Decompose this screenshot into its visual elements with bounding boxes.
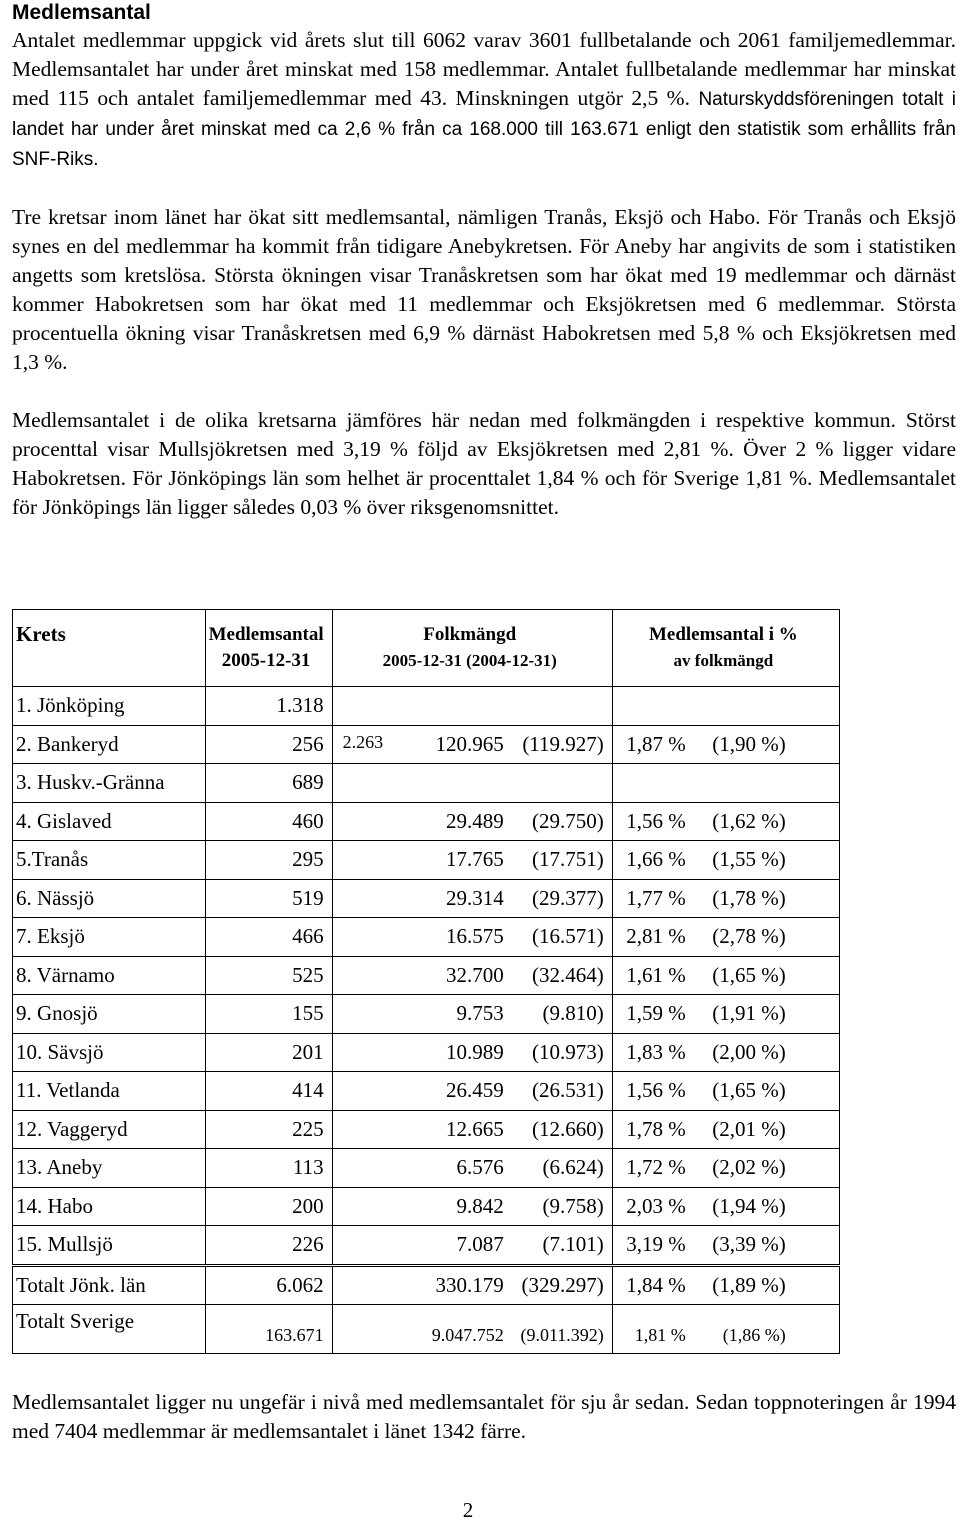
cell-pct — [612, 725, 839, 764]
pct-value: 1,56 % — [626, 808, 686, 833]
medlem-value: 519 — [292, 885, 324, 910]
pct-prev-value: (3,39 %) — [712, 1232, 786, 1257]
folk-prev-value: (16.571) — [532, 924, 604, 949]
medlem-value: 1.318 — [276, 693, 324, 718]
cell-folk — [332, 956, 612, 995]
pct-prev-value: (1,62 %) — [712, 808, 786, 833]
pct-value: 3,19 % — [626, 1232, 686, 1257]
cell-pct — [612, 1187, 839, 1226]
pct-value: 1,72 % — [626, 1155, 686, 1180]
folk-prev-value: (9.758) — [542, 1193, 604, 1218]
folk-value: 26.459 — [446, 1078, 504, 1103]
medlem-value: 295 — [292, 847, 324, 872]
cell-krets — [13, 725, 206, 764]
pct-value: 1,77 % — [626, 885, 686, 910]
table-row — [13, 995, 840, 1034]
folk-prev-value: (32.464) — [532, 962, 604, 987]
folk-value: 17.765 — [446, 847, 504, 872]
page-number: 2 — [462, 1498, 474, 1522]
cell-medlem — [205, 995, 332, 1034]
pct-prev-value: (2,01 %) — [712, 1116, 786, 1141]
total-folk: 330.179 — [435, 1272, 504, 1297]
cell-folk — [332, 995, 612, 1034]
medlem-value: 200 — [292, 1193, 324, 1218]
cell-pct — [612, 918, 839, 957]
cell-krets — [13, 956, 206, 995]
total-pct: 1,84 % — [626, 1272, 686, 1297]
header-krets-label: Krets — [16, 622, 66, 646]
cell-medlem — [205, 1072, 332, 1111]
total-medlem: 163.671 — [265, 1325, 324, 1345]
header-pct-label: Medlemsantal i % — [648, 624, 798, 645]
table-total-row — [13, 1265, 840, 1305]
paragraph-1-sans: Naturskyddsföreningen totalt i landet har under året minskat med ca 2,6 % från ca 168.000 till 163.671 enligt den statistik som erhållits från SNF-Riks. — [12, 89, 956, 170]
header-folk-label: Folkmängd — [423, 624, 517, 645]
krets-name: 14. Habo — [16, 1193, 93, 1218]
cell-folk — [332, 1305, 612, 1354]
cell-folk — [332, 879, 612, 918]
table-row — [13, 1187, 840, 1226]
krets-name: 8. Värnamo — [16, 962, 115, 987]
krets-name: 15. Mullsjö — [16, 1232, 113, 1257]
cell-krets — [13, 918, 206, 957]
pct-prev-value: (2,00 %) — [712, 1039, 786, 1064]
krets-name: 9. Gnosjö — [16, 1001, 98, 1026]
krets-name: 5.Tranås — [16, 847, 89, 872]
cell-krets — [13, 1072, 206, 1111]
total-medlem: 6.062 — [276, 1272, 324, 1297]
table-row — [13, 1226, 840, 1266]
pct-prev-value: (1,91 %) — [712, 1001, 786, 1026]
total-folk-prev: (9.011.392) — [520, 1325, 604, 1345]
cell-folk — [332, 1072, 612, 1111]
cell-medlem — [205, 1305, 332, 1354]
table-row — [13, 802, 840, 841]
krets-name: 10. Sävsjö — [16, 1039, 104, 1064]
table-row — [13, 1110, 840, 1149]
pct-value: 1,87 % — [626, 731, 686, 756]
cell-medlem — [205, 1226, 332, 1266]
cell-folk — [332, 1110, 612, 1149]
krets-name: 13. Aneby — [16, 1155, 103, 1180]
medlem-value: 226 — [292, 1232, 324, 1257]
total-folk-prev: (329.297) — [521, 1272, 604, 1297]
medlem-value: 525 — [292, 962, 324, 987]
cell-folk — [332, 1033, 612, 1072]
header-medlem-label: Medlemsantal — [208, 624, 324, 645]
header-folk-date: 2005-12-31 (2004-12-31) — [382, 651, 557, 670]
folk-prev-value: (29.377) — [532, 885, 604, 910]
cell-medlem — [205, 1149, 332, 1188]
medlem-value: 155 — [292, 1001, 324, 1026]
pct-value: 1,66 % — [626, 847, 686, 872]
folk-prev-value: (6.624) — [542, 1155, 604, 1180]
cell-medlem — [205, 1265, 332, 1305]
cell-pct — [612, 956, 839, 995]
folk-value: 7.087 — [456, 1232, 504, 1257]
cell-krets — [13, 764, 206, 803]
table-row — [13, 725, 840, 764]
cell-medlem — [205, 1033, 332, 1072]
folk-prev-value: (10.973) — [532, 1039, 604, 1064]
pct-prev-value: (2,78 %) — [712, 924, 786, 949]
total-pct-prev: (1,89 %) — [712, 1272, 786, 1297]
folk-value: 10.989 — [446, 1039, 504, 1064]
medlem-value: 414 — [292, 1078, 324, 1103]
krets-name: 4. Gislaved — [16, 808, 112, 833]
medlem-value: 113 — [292, 1155, 324, 1180]
table-row — [13, 879, 840, 918]
paragraph-4: Medlemsantalet ligger nu ungefär i nivå med medlemsantalet för sju år sedan. Sedan toppnoteringen år 1994 med 7404 medlemmar är medlemsantalet i länet 1342 färre. — [12, 1390, 956, 1443]
cell-folk — [332, 1187, 612, 1226]
membership-table — [12, 609, 840, 1354]
cell-pct — [612, 687, 839, 726]
pct-prev-value: (1,94 %) — [712, 1193, 786, 1218]
table-row — [13, 1149, 840, 1188]
pct-prev-value: (1,90 %) — [712, 731, 786, 756]
krets-name: 12. Vaggeryd — [16, 1116, 128, 1141]
krets-name: 1. Jönköping — [16, 693, 125, 718]
krets-name: 7. Eksjö — [16, 924, 85, 949]
cell-medlem — [205, 725, 332, 764]
folk-prev-value: (12.660) — [532, 1116, 604, 1141]
header-krets — [13, 610, 206, 687]
extra-value: 2.263 — [342, 731, 384, 752]
table-row — [13, 956, 840, 995]
krets-name: 2. Bankeryd — [16, 731, 119, 756]
pct-value: 1,78 % — [626, 1116, 686, 1141]
folk-value: 29.489 — [446, 808, 504, 833]
cell-medlem — [205, 764, 332, 803]
paragraph-3: Medlemsantalet i de olika kretsarna jämföres här nedan med folkmängden i respektive kommun. Störst procenttal visar Mullsjökretsen med 3,19 % följd av Eksjökretsen med 2,81 %. Över 2 % ligger vidare Habokretsen. För Jönköpings län som helhet är procenttalet 1,84 % och för Sverige 1,81 %. Medlemsantalet för Jönköpings län ligger således 0,03 % över riksgenomsnittet. — [12, 408, 956, 519]
folk-prev-value: (17.751) — [532, 847, 604, 872]
section-heading: Medlemsantal — [12, 1, 151, 24]
header-pct-sub: av folkmängd — [673, 651, 774, 670]
header-pct — [612, 610, 839, 687]
total-folk: 9.047.752 — [431, 1325, 504, 1345]
cell-pct — [612, 1072, 839, 1111]
cell-krets — [13, 1033, 206, 1072]
cell-folk — [332, 687, 612, 726]
folk-value: 12.665 — [446, 1116, 504, 1141]
medlem-value: 460 — [292, 808, 324, 833]
pct-prev-value: (1,55 %) — [712, 847, 786, 872]
folk-value: 16.575 — [446, 924, 504, 949]
cell-krets — [13, 995, 206, 1034]
table-total-row — [13, 1305, 840, 1354]
pct-value: 1,59 % — [626, 1001, 686, 1026]
cell-pct — [612, 1305, 839, 1354]
medlem-value: 201 — [292, 1039, 324, 1064]
medlem-value: 466 — [292, 924, 324, 949]
pct-prev-value: (1,65 %) — [712, 1078, 786, 1103]
paragraph-2: Tre kretsar inom länet har ökat sitt medlemsantal, nämligen Tranås, Eksjö och Habo. För Tranås och Eksjö synes en del medlemmar ha kommit från tidigare Anebykretsen. För Aneby har angivits de som i statistiken angetts som kretslösa. Största ökningen visar Tranåskretsen som har ökat med 19 medlemmar och därnäst kommer Habokretsen som har ökat med 11 medlemmar och Eksjökretsen med 6 medlemmar. Största procentuella ökning visar Tranåskretsen med 6,9 % därnäst Habokretsen med 5,8 % och Eksjökretsen med 1,3 %. — [12, 205, 956, 374]
medlem-value: 225 — [292, 1116, 324, 1141]
folk-value: 9.842 — [456, 1193, 504, 1218]
table-row — [13, 918, 840, 957]
cell-krets — [13, 1226, 206, 1266]
folk-prev-value: (9.810) — [542, 1001, 604, 1026]
cell-medlem — [205, 687, 332, 726]
cell-krets — [13, 1305, 206, 1354]
paragraph-1 — [12, 26, 956, 174]
pct-value: 1,56 % — [626, 1078, 686, 1103]
cell-pct — [612, 1226, 839, 1266]
table-header-row — [13, 610, 840, 687]
krets-name: 11. Vetlanda — [16, 1078, 120, 1103]
total-label: Totalt Sverige — [16, 1309, 135, 1333]
pct-value: 2,81 % — [626, 924, 686, 949]
folk-prev-value: (29.750) — [532, 808, 604, 833]
cell-folk — [332, 802, 612, 841]
pct-prev-value: (1,78 %) — [712, 885, 786, 910]
table-row — [13, 764, 840, 803]
cell-krets — [13, 687, 206, 726]
total-pct-prev: (1,86 %) — [722, 1325, 786, 1345]
folk-prev-value: (119.927) — [522, 731, 604, 756]
total-pct: 1,81 % — [634, 1325, 686, 1345]
closing-section — [12, 1388, 956, 1446]
folk-prev-value: (26.531) — [532, 1078, 604, 1103]
cell-pct — [612, 1110, 839, 1149]
cell-medlem — [205, 1187, 332, 1226]
cell-pct — [612, 1265, 839, 1305]
cell-krets — [13, 879, 206, 918]
table-row — [13, 687, 840, 726]
cell-krets — [13, 1265, 206, 1305]
folk-value: 29.314 — [446, 885, 504, 910]
pct-value: 1,83 % — [626, 1039, 686, 1064]
paragraph-1-serif: Antalet medlemmar uppgick vid årets slut till 6062 varav 3601 fullbetalande och 2061 familjemedlemmar. Medlemsantalet har under året minskat med 158 medlemmar. Antalet fullbetalande medlemmar har minskat med 115 och antalet familjemedlemmar med 43. Minskningen utgör 2,5 %. — [12, 28, 956, 110]
cell-pct — [612, 1033, 839, 1072]
folk-value: 9.753 — [456, 1001, 504, 1026]
cell-medlem — [205, 841, 332, 880]
cell-folk — [332, 841, 612, 880]
krets-name: 6. Nässjö — [16, 885, 95, 910]
cell-pct — [612, 1149, 839, 1188]
pct-value: 2,03 % — [626, 1193, 686, 1218]
pct-prev-value: (2,02 %) — [712, 1155, 786, 1180]
cell-medlem — [205, 1110, 332, 1149]
cell-krets — [13, 841, 206, 880]
cell-pct — [612, 995, 839, 1034]
cell-pct — [612, 879, 839, 918]
cell-medlem — [205, 956, 332, 995]
table-row — [13, 1072, 840, 1111]
cell-krets — [13, 1110, 206, 1149]
cell-folk — [332, 725, 612, 764]
folk-value: 6.576 — [456, 1155, 504, 1180]
cell-pct — [612, 802, 839, 841]
table-row — [13, 841, 840, 880]
folk-value: 32.700 — [446, 962, 504, 987]
folk-prev-value: (7.101) — [542, 1232, 604, 1257]
header-medlem — [205, 610, 332, 687]
cell-folk — [332, 764, 612, 803]
header-medlem-date: 2005-12-31 — [221, 650, 311, 671]
document-page — [12, 0, 956, 522]
header-folk — [332, 610, 612, 687]
cell-folk — [332, 918, 612, 957]
cell-medlem — [205, 879, 332, 918]
cell-krets — [13, 802, 206, 841]
cell-folk — [332, 1265, 612, 1305]
cell-medlem — [205, 802, 332, 841]
cell-pct — [612, 764, 839, 803]
cell-medlem — [205, 918, 332, 957]
table-row — [13, 1033, 840, 1072]
cell-krets — [13, 1187, 206, 1226]
pct-prev-value: (1,65 %) — [712, 962, 786, 987]
pct-value: 1,61 % — [626, 962, 686, 987]
medlem-value: 689 — [292, 770, 324, 795]
cell-folk — [332, 1149, 612, 1188]
cell-krets — [13, 1149, 206, 1188]
cell-pct — [612, 841, 839, 880]
medlem-value: 256 — [292, 731, 324, 756]
total-label: Totalt Jönk. län — [16, 1272, 146, 1297]
krets-name: 3. Huskv.-Gränna — [16, 770, 165, 795]
folk-value: 120.965 — [435, 731, 504, 756]
cell-folk — [332, 1226, 612, 1266]
